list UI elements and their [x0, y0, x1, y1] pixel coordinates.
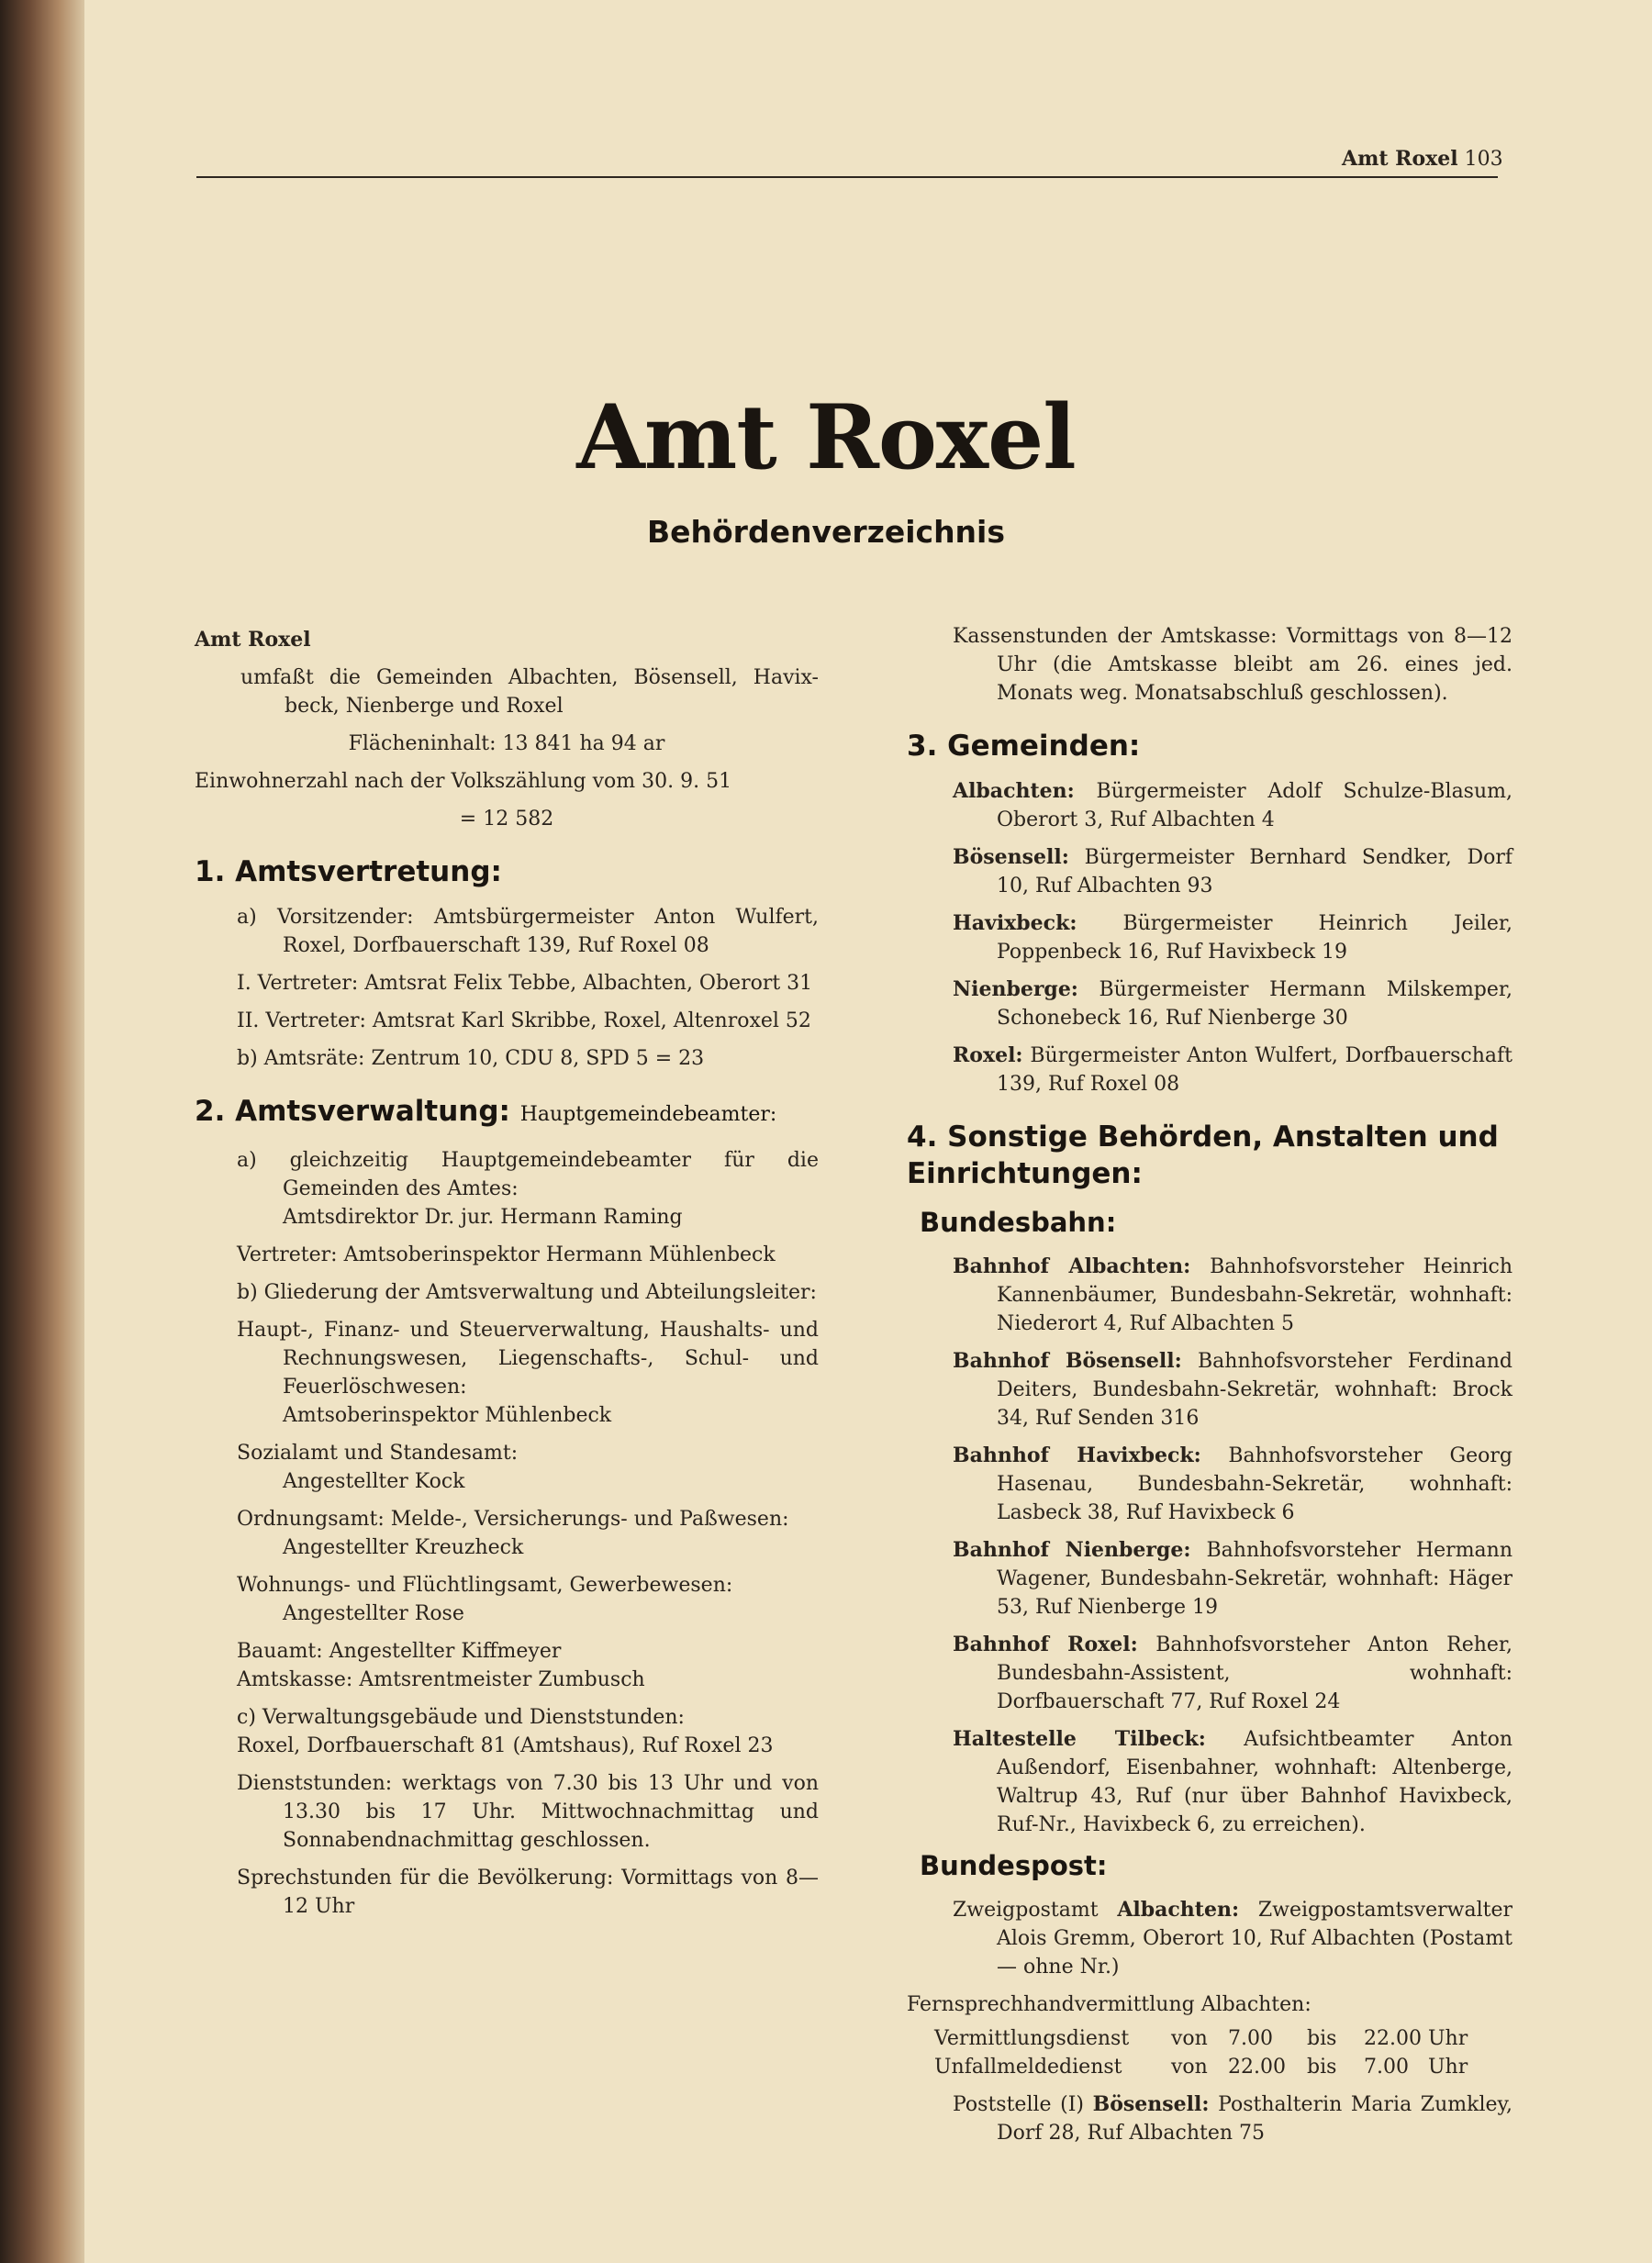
right-column: [907, 622, 1512, 2157]
s1-vorsitzender: a) Vorsitzender: Amtsbürgermeister Anton Wulfert, Roxel, Dorfbauerschaft 139, Ruf Roxel 08: [237, 906, 819, 957]
intro-flaeche: Flächeninhalt: 13 841 ha 94 ar: [348, 732, 665, 755]
gemeinde-name: Havixbeck:: [953, 911, 1077, 935]
s2-haupt-name: Amtsoberinspektor Mühlenbeck: [283, 1404, 612, 1427]
gemeinde-text: Bürgermeister Hermann Milskemper, Schonebeck 16, Ruf Nienberge 30: [997, 978, 1512, 1030]
fern-to: 22.00: [1364, 2027, 1422, 2050]
fern-unit: Uhr: [1428, 2027, 1468, 2050]
s2-haupt: Haupt-, Finanz- und Steuerverwaltung, Haushalts- und Rechnungswesen, Liegenschafts-, Schul- und Feuerlöschwesen:: [237, 1319, 819, 1399]
gemeinde-name: Roxel:: [953, 1043, 1023, 1067]
bahnhof-name: Bahnhof Nienberge:: [953, 1538, 1191, 1562]
s1-amtsraete: b) Amtsräte: Zentrum 10, CDU 8, SPD 5 = 23: [237, 1047, 705, 1070]
fern-from: 22.00: [1228, 2056, 1286, 2079]
section-heading-amtsvertretung: 1. Amtsvertretung:: [195, 855, 502, 888]
s2-bauamt: Bauamt: Angestellter Kiffmeyer: [237, 1640, 562, 1663]
bahnhof-name: Bahnhof Havixbeck:: [953, 1444, 1201, 1467]
bahnhof-entry: [907, 1536, 1512, 1622]
s2-c: c) Verwaltungsgebäude und Dienststunden:: [237, 1706, 685, 1729]
fern-bis: bis: [1307, 2056, 1337, 2079]
book-spine: [0, 0, 84, 2263]
gemeinde-name: Nienberge:: [953, 977, 1078, 1001]
s2-sprechstunden: Sprechstunden für die Bevölkerung: Vormittags von 8—12 Uhr: [237, 1867, 819, 1918]
poststelle-name: Bösensell:: [1092, 2092, 1210, 2116]
section-heading-gemeinden: 3. Gemeinden:: [907, 730, 1141, 763]
bahnhof-entry: [907, 1442, 1512, 1527]
fern-to: 7.00: [1364, 2056, 1409, 2079]
s2-wohnung-name: Angestellter Rose: [283, 1602, 464, 1625]
gemeinde-text: Bürgermeister Adolf Schulze-Blasum, Oberort 3, Ruf Albachten 4: [997, 780, 1512, 831]
page-subtitle: Behördenverzeichnis: [646, 514, 1006, 550]
running-head-label: Amt Roxel: [1342, 147, 1458, 171]
header-rule: [196, 176, 1498, 178]
gemeinde-text: Bürgermeister Anton Wulfert, Dorfbauerschaft 139, Ruf Roxel 08: [997, 1044, 1512, 1096]
bahnhof-entry: [907, 1725, 1512, 1839]
fern-label: Vermittlungsdienst: [934, 2027, 1130, 2050]
s2-heading-tail: Hauptgemeindebeamter:: [519, 1103, 777, 1126]
intro-umfasst: umfaßt die Gemeinden Albachten, Bösensell, Havix-beck, Nienberge und Roxel: [240, 666, 819, 718]
s2-a: a) gleichzeitig Hauptgemeindebeamter für die Gemeinden des Amtes:: [237, 1149, 819, 1200]
bahnhof-text: Bahnhofsvorsteher Anton Reher, Bundesbahn-Assistent, wohnhaft: Dorfbauerschaft 77, Ruf Roxel 24: [997, 1633, 1512, 1713]
gemeinde-entry: [907, 909, 1512, 966]
s2-dienststunden: Dienststunden: werktags von 7.30 bis 13 Uhr und von 13.30 bis 17 Uhr. Mittwochnachmittag und Sonnabendnachmittag geschlossen.: [237, 1772, 819, 1852]
fernsprech-heading: Fernsprechhandvermittlung Albachten:: [907, 1993, 1312, 2016]
gemeinde-entry: [907, 777, 1512, 834]
zweigpostamt-pre: Zweigpostamt: [953, 1899, 1099, 1922]
page-title: Amt Roxel: [576, 385, 1076, 489]
fern-from: 7.00: [1228, 2027, 1273, 2050]
s2-sozial-name: Angestellter Kock: [283, 1470, 465, 1493]
intro-name: Amt Roxel: [195, 628, 311, 652]
bahnhof-name: Haltestelle Tilbeck:: [953, 1727, 1206, 1751]
s2-a-name: Amtsdirektor Dr. jur. Hermann Raming: [283, 1206, 683, 1229]
s1-vertreter-2: II. Vertreter: Amtsrat Karl Skribbe, Roxel, Altenroxel 52: [237, 1009, 811, 1032]
bahnhof-text: Aufsichtbeamter Anton Außendorf, Eisenbahner, wohnhaft: Altenberge, Waltrup 43, Ruf (nur über Bahnhof Havixbeck, Ruf-Nr., Havixbeck 6, zu erreichen).: [997, 1728, 1512, 1836]
gemeinde-entry: [907, 975, 1512, 1032]
bahnhof-name: Bahnhof Albachten:: [953, 1254, 1191, 1278]
bahnhof-entry: [907, 1253, 1512, 1338]
gemeinde-entry: [907, 843, 1512, 900]
s2-sozial: Sozialamt und Standesamt:: [237, 1442, 519, 1465]
fern-unit: Uhr: [1428, 2056, 1468, 2079]
poststelle-entry: [907, 2090, 1512, 2147]
gemeinde-name: Bösensell:: [953, 845, 1069, 869]
s2-vertreter: Vertreter: Amtsoberinspektor Hermann Mühlenbeck: [237, 1243, 776, 1266]
poststelle-text: Posthalterin Maria Zumkley, Dorf 28, Ruf Albachten 75: [997, 2093, 1512, 2145]
gemeinde-text: Bürgermeister Bernhard Sendker, Dorf 10, Ruf Albachten 93: [997, 846, 1512, 897]
running-head: [1342, 147, 1503, 171]
s2-b: b) Gliederung der Amtsverwaltung und Abteilungsleiter:: [237, 1281, 817, 1304]
bahnhof-text: Bahnhofsvorsteher Ferdinand Deiters, Bundesbahn-Sekretär, wohnhaft: Brock 34, Ruf Senden 316: [997, 1350, 1513, 1430]
bahnhof-entry: [907, 1347, 1512, 1432]
zweigpostamt-text: Zweigpostamtsverwalter Alois Gremm, Oberort 10, Ruf Albachten (Postamt — ohne Nr.): [997, 1899, 1512, 1979]
gemeinde-text: Bürgermeister Heinrich Jeiler, Poppenbeck 16, Ruf Havixbeck 19: [997, 912, 1512, 964]
s2-amtskasse: Amtskasse: Amtsrentmeister Zumbusch: [237, 1668, 645, 1691]
gemeinde-name: Albachten:: [953, 779, 1075, 803]
fern-von: von: [1171, 2027, 1208, 2050]
s2-ordnung-name: Angestellter Kreuzheck: [283, 1536, 524, 1559]
s2-wohnung: Wohnungs- und Flüchtlingsamt, Gewerbewesen:: [237, 1574, 733, 1597]
zweigpostamt-entry: [907, 1896, 1512, 1981]
fern-label: Unfallmeldedienst: [934, 2056, 1122, 2079]
bahnhof-text: Bahnhofsvorsteher Hermann Wagener, Bundesbahn-Sekretär, wohnhaft: Häger 53, Ruf Nienberge 19: [997, 1539, 1513, 1619]
s2-heading-label: 2. Amtsverwaltung:: [195, 1095, 510, 1128]
bahnhof-entry: [907, 1631, 1512, 1716]
section-heading-amtsverwaltung: [195, 1093, 819, 1133]
bahnhof-text: Bahnhofsvorsteher Heinrich Kannenbäumer, Bundesbahn-Sekretär, wohnhaft: Niederort 4, Ruf Albachten 5: [997, 1255, 1512, 1335]
s1-vertreter-1: I. Vertreter: Amtsrat Felix Tebbe, Albachten, Oberort 31: [237, 972, 813, 995]
left-column: [195, 626, 819, 1930]
intro-einwohner-value: = 12 582: [459, 808, 554, 831]
fernsprech-row: [907, 2053, 1512, 2081]
intro-einwohner: Einwohnerzahl nach der Volkszählung vom 30. 9. 51: [195, 770, 732, 793]
bahnhof-text: Bahnhofsvorsteher Georg Hasenau, Bundesbahn-Sekretär, wohnhaft: Lasbeck 38, Ruf Havixbeck 6: [997, 1444, 1512, 1524]
gemeinde-entry: [907, 1042, 1512, 1098]
subheading-bundespost: Bundespost:: [920, 1850, 1108, 1881]
bahnhof-name: Bahnhof Roxel:: [953, 1633, 1138, 1656]
subheading-bundesbahn: Bundesbahn:: [920, 1207, 1117, 1238]
fern-bis: bis: [1307, 2027, 1337, 2050]
poststelle-pre: Poststelle (I): [953, 2093, 1084, 2116]
page-number: 103: [1464, 148, 1503, 171]
kassenstunden: Kassenstunden der Amtskasse: Vormittags von 8—12 Uhr (die Amtskasse bleibt am 26. eines jed. Monats weg. Monatsabschluß geschlossen).: [953, 625, 1512, 705]
zweigpostamt-name: Albachten:: [1117, 1898, 1240, 1922]
fern-von: von: [1171, 2056, 1208, 2079]
s2-ordnung: Ordnungsamt: Melde-, Versicherungs- und Paßwesen:: [237, 1508, 789, 1531]
fernsprech-row: [907, 2024, 1512, 2053]
bahnhof-name: Bahnhof Bösensell:: [953, 1349, 1182, 1373]
s2-c-addr: Roxel, Dorfbauerschaft 81 (Amtshaus), Ruf Roxel 23: [237, 1734, 774, 1757]
section-heading-sonstige: 4. Sonstige Behörden, Anstalten und Einrichtungen:: [907, 1120, 1499, 1190]
